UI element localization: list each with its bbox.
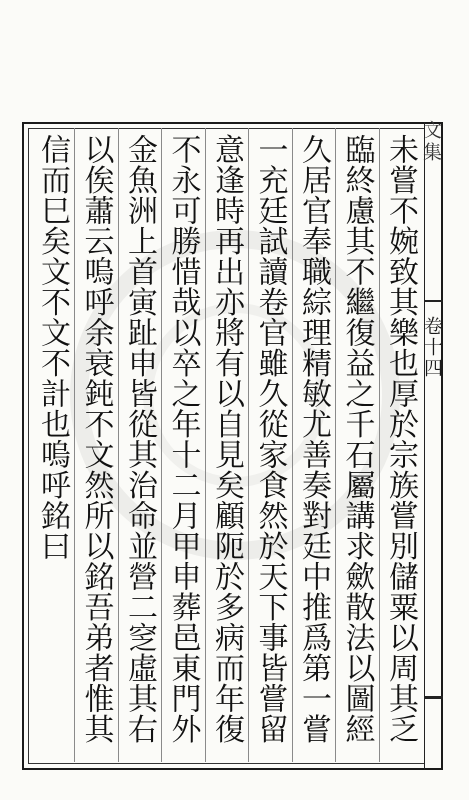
text-columns — [30, 128, 422, 762]
center-fold — [420, 120, 444, 770]
column-text: 信而巳矣文不文不計也嗚呼銘曰 — [35, 134, 70, 561]
text-column — [335, 128, 379, 762]
column-text: 不永可勝惜哉以卒之年十二月甲申葬邑東門外 — [165, 134, 201, 744]
column-text: 金魚洲上首寅趾申皆從其治命並營二窆虛其右 — [122, 134, 157, 744]
column-text: 以俟蕭云嗚呼余衰鈍不文然所以銘吾弟者惟其 — [78, 134, 114, 744]
text-column — [161, 128, 205, 762]
center-fold-title: 文集 — [420, 120, 442, 164]
column-text: 一充廷試讀卷官雖久從家食然於天下事皆嘗留 — [252, 134, 288, 744]
column-text: 久居官奉職綜理精敏尤善奏對廷中推爲第一嘗 — [296, 134, 331, 744]
text-column — [205, 128, 249, 762]
column-text: 未嘗不婉致其樂也厚於宗族嘗別儲粟以周其乏 — [383, 134, 418, 744]
center-fold-volume: 卷十四 — [421, 316, 443, 379]
text-column — [248, 128, 292, 762]
text-column — [292, 128, 336, 762]
column-text: 意逢時再出亦將有以自見矣顧阨於多病而年復 — [209, 134, 244, 744]
fishtail-mark-lower — [425, 690, 443, 699]
text-column — [379, 128, 423, 762]
text-column — [74, 128, 118, 762]
column-text: 臨終慮其不繼復益之千石屬講求歛散法以圖經 — [339, 134, 375, 744]
text-column — [118, 128, 162, 762]
fishtail-mark — [425, 300, 443, 312]
text-column — [31, 128, 75, 762]
